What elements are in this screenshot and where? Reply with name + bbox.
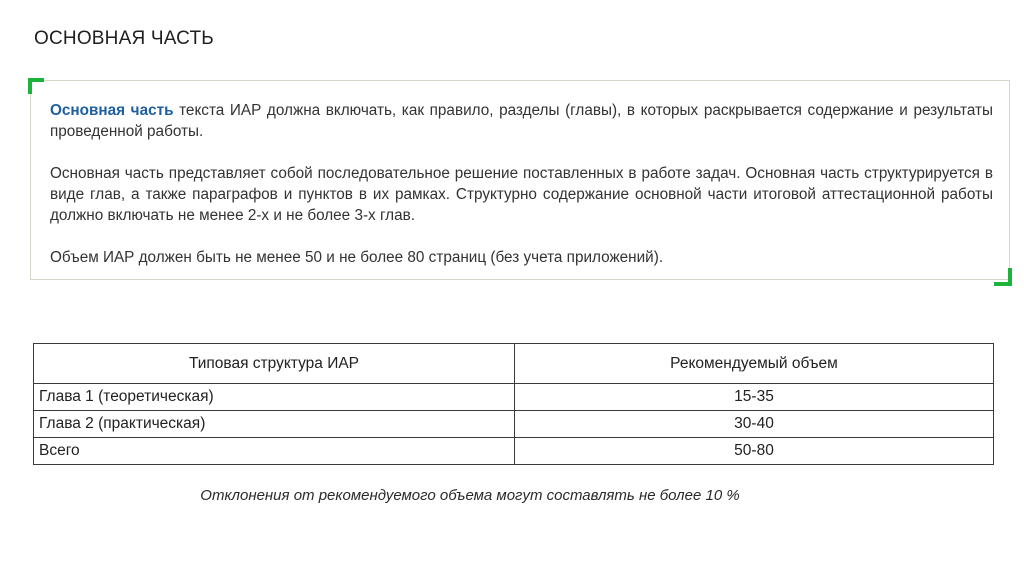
table-cell: 15-35 <box>515 384 994 411</box>
info-text <box>50 100 993 268</box>
table-row <box>34 438 994 465</box>
table-cell: Глава 1 (теоретическая) <box>34 384 515 411</box>
slide-title: ОСНОВНАЯ ЧАСТЬ <box>34 28 214 49</box>
corner-accent-top-left <box>28 78 32 94</box>
deviation-note: Отклонения от рекомендуемого объема могут составлять не более 10 % <box>200 487 740 504</box>
info-paragraph-1-text: текста ИАР должна включать, как правило, разделы (главы), в которых раскрывается содержание и результаты проведенной работы. <box>50 102 994 140</box>
table-cell: Глава 2 (практическая) <box>34 411 515 438</box>
accent-term: Основная часть <box>50 102 174 119</box>
table-cell: Всего <box>34 438 515 465</box>
table-cell: 30-40 <box>515 411 994 438</box>
table-header: Рекомендуемый объем <box>515 344 994 384</box>
table-header-row <box>34 344 994 384</box>
corner-accent-bottom-right <box>1008 268 1012 286</box>
table-header: Типовая структура ИАР <box>34 344 515 384</box>
table-row <box>34 411 994 438</box>
info-paragraph-1 <box>50 100 993 142</box>
table-cell: 50-80 <box>515 438 994 465</box>
table-row <box>34 384 994 411</box>
info-paragraph-3: Объем ИАР должен быть не менее 50 и не более 80 страниц (без учета приложений). <box>50 249 664 266</box>
structure-table <box>33 343 994 465</box>
info-paragraph-2: Основная часть представляет собой последовательное решение поставленных в работе задач. Основная часть структурируется в виде глав, а также параграфов и пунктов в их рамках. Структурно содержание основной части итоговой аттестационной работы должно включать не менее 2-х и не более 3-х глав. <box>50 165 993 224</box>
